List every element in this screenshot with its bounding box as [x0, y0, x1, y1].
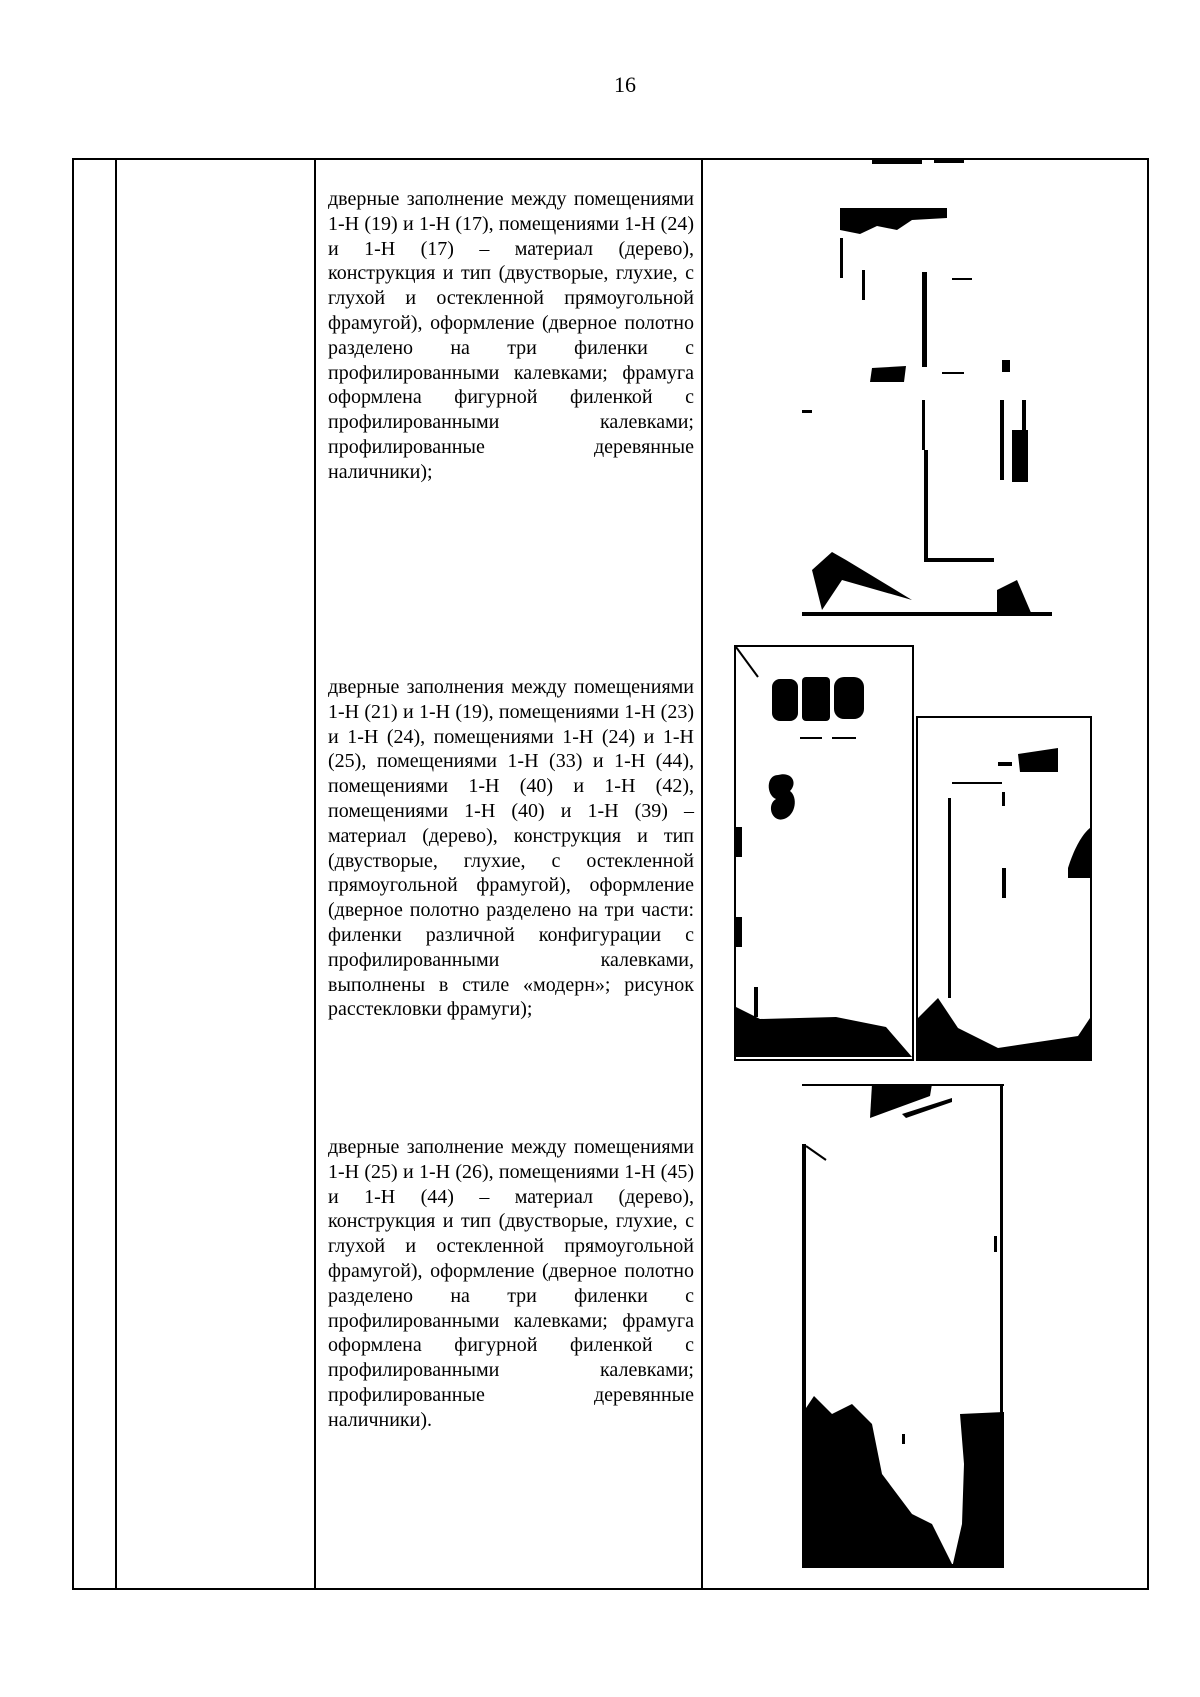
description-text: дверные заполнение между помещениями 1-Н (25) и 1-Н (26), помещениями 1-Н (45) и 1-Н (44) – материал (дерево), конструкция и тип (двустворые, глухие, с глухой и остекленной прямоугольной фрамугой), оформление (дверное полотно разделено на три филенки с профилированными калевками; фрамуга оформлена фигурной филенкой с профилированными калевками; профилированные деревянные наличники). — [328, 1136, 694, 1431]
door-photo-3 — [802, 1084, 1004, 1568]
table-cell-description-3 — [328, 1135, 694, 1433]
column-divider — [701, 160, 703, 1588]
table — [72, 158, 1149, 1590]
table-cell-description-2 — [328, 675, 694, 1022]
column-divider — [314, 160, 316, 1588]
description-text: дверные заполнение между помещениями 1-Н (19) и 1-Н (17), помещениями 1-Н (24) и 1-Н (17) – материал (дерево), конструкция и тип (двустворые, глухие, с глухой и остекленной прямоугольной фрамугой), оформление (дверное полотно разделено на три филенки с профилированными калевками; фрамуга оформлена фигурной филенкой с профилированными калевками; профилированные деревянные наличники); — [328, 188, 694, 483]
table-cell-description-1 — [328, 187, 694, 485]
door-photo-2a — [734, 645, 914, 1061]
page-number: 16 — [614, 72, 636, 97]
door-photo-2b — [916, 716, 1092, 1061]
description-text: дверные заполнения между помещениями 1-Н (21) и 1-Н (19), помещениями 1-Н (23) и 1-Н (24), помещениями 1-Н (24) и 1-Н (25), помещениями 1-Н (33) и 1-Н (44), помещениями 1-Н (40) и 1-Н (42), помещениями 1-Н (40) и 1-Н (39) – материал (дерево), конструкция и тип (двустворые, глухие, с остекленной прямоугольной фрамугой), оформление (дверное полотно разделено на три части: филенки различной конфигурации с профилированными калевками, выполнены в стиле «модерн»; рисунок расстекловки фрамуги); — [328, 676, 694, 1021]
column-divider — [115, 160, 117, 1588]
door-photo-1 — [802, 160, 1052, 618]
